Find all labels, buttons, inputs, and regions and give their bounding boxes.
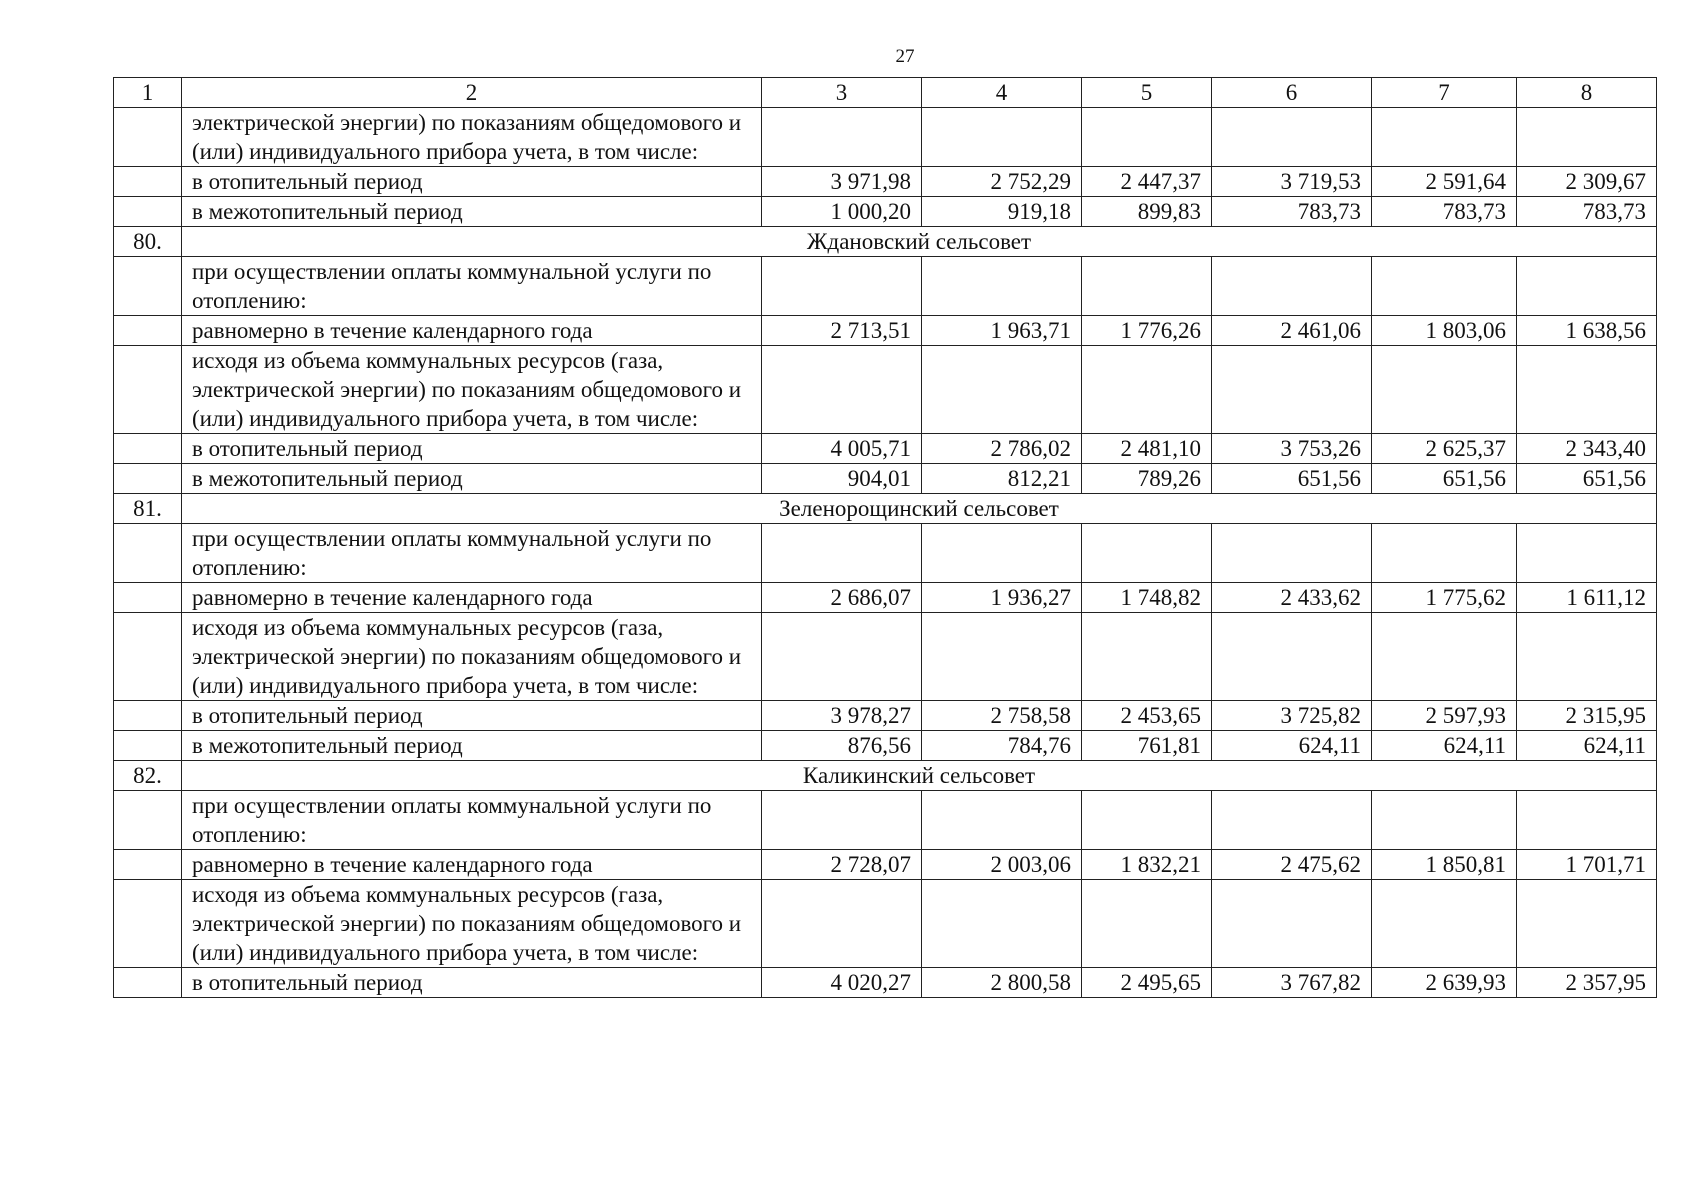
value-cell: 2 597,93 xyxy=(1372,701,1517,731)
value-cell: 2 639,93 xyxy=(1372,968,1517,998)
row-index xyxy=(114,108,182,167)
value-cell: 651,56 xyxy=(1212,464,1372,494)
value-cell: 2 357,95 xyxy=(1517,968,1657,998)
row-description: равномерно в течение календарного года xyxy=(182,583,762,613)
value-cell: 1 701,71 xyxy=(1517,850,1657,880)
row-index xyxy=(114,257,182,316)
value-cell: 2 800,58 xyxy=(922,968,1082,998)
value-cell xyxy=(1082,524,1212,583)
value-cell xyxy=(1517,524,1657,583)
table-row xyxy=(114,167,1657,197)
value-cell: 1 776,26 xyxy=(1082,316,1212,346)
value-cell: 3 978,27 xyxy=(762,701,922,731)
column-number: 1 xyxy=(114,78,182,108)
value-cell xyxy=(1372,346,1517,434)
value-cell xyxy=(1212,524,1372,583)
row-description: исходя из объема коммунальных ресурсов (газа, электрической энергии) по показаниям общедомового и (или) индивидуального прибора учета, в том числе: xyxy=(182,880,762,968)
value-cell: 783,73 xyxy=(1372,197,1517,227)
row-index xyxy=(114,731,182,761)
value-cell xyxy=(1212,108,1372,167)
value-cell xyxy=(922,257,1082,316)
column-number: 8 xyxy=(1517,78,1657,108)
value-cell: 4 020,27 xyxy=(762,968,922,998)
value-cell: 3 971,98 xyxy=(762,167,922,197)
value-cell: 2 495,65 xyxy=(1082,968,1212,998)
value-cell xyxy=(762,880,922,968)
table-body xyxy=(114,78,1657,998)
value-cell: 919,18 xyxy=(922,197,1082,227)
table-row xyxy=(114,464,1657,494)
value-cell: 2 713,51 xyxy=(762,316,922,346)
table-row xyxy=(114,524,1657,583)
value-cell xyxy=(922,613,1082,701)
row-description: в отопительный период xyxy=(182,167,762,197)
value-cell: 1 850,81 xyxy=(1372,850,1517,880)
value-cell: 761,81 xyxy=(1082,731,1212,761)
value-cell: 2 625,37 xyxy=(1372,434,1517,464)
value-cell: 624,11 xyxy=(1212,731,1372,761)
row-index xyxy=(114,316,182,346)
row-description: при осуществлении оплаты коммунальной услуги по отоплению: xyxy=(182,791,762,850)
table-row xyxy=(114,434,1657,464)
table-row xyxy=(114,613,1657,701)
value-cell xyxy=(922,108,1082,167)
value-cell xyxy=(762,613,922,701)
section-row xyxy=(114,761,1657,791)
value-cell xyxy=(1372,257,1517,316)
row-index xyxy=(114,850,182,880)
value-cell xyxy=(1082,613,1212,701)
value-cell xyxy=(1212,346,1372,434)
table-row xyxy=(114,583,1657,613)
value-cell: 3 753,26 xyxy=(1212,434,1372,464)
value-cell xyxy=(1372,880,1517,968)
value-cell: 784,76 xyxy=(922,731,1082,761)
value-cell: 1 775,62 xyxy=(1372,583,1517,613)
row-description: равномерно в течение календарного года xyxy=(182,316,762,346)
row-description: равномерно в течение календарного года xyxy=(182,850,762,880)
value-cell: 1 936,27 xyxy=(922,583,1082,613)
value-cell: 3 725,82 xyxy=(1212,701,1372,731)
value-cell xyxy=(762,108,922,167)
value-cell xyxy=(1517,791,1657,850)
row-description: в межотопительный период xyxy=(182,464,762,494)
value-cell: 651,56 xyxy=(1372,464,1517,494)
table-row xyxy=(114,791,1657,850)
value-cell: 2 003,06 xyxy=(922,850,1082,880)
value-cell xyxy=(1517,880,1657,968)
value-cell: 2 475,62 xyxy=(1212,850,1372,880)
value-cell xyxy=(1517,257,1657,316)
row-description: при осуществлении оплаты коммунальной услуги по отоплению: xyxy=(182,257,762,316)
row-index xyxy=(114,880,182,968)
value-cell: 2 343,40 xyxy=(1517,434,1657,464)
value-cell xyxy=(1517,108,1657,167)
table-row xyxy=(114,880,1657,968)
row-description: в межотопительный период xyxy=(182,731,762,761)
column-number: 6 xyxy=(1212,78,1372,108)
column-number: 4 xyxy=(922,78,1082,108)
value-cell: 2 447,37 xyxy=(1082,167,1212,197)
table-row xyxy=(114,257,1657,316)
row-index xyxy=(114,613,182,701)
table-row xyxy=(114,731,1657,761)
value-cell xyxy=(922,524,1082,583)
value-cell: 1 638,56 xyxy=(1517,316,1657,346)
section-row xyxy=(114,227,1657,257)
row-index xyxy=(114,968,182,998)
value-cell xyxy=(1212,613,1372,701)
row-index: 82. xyxy=(114,761,182,791)
value-cell xyxy=(1082,257,1212,316)
row-description: в межотопительный период xyxy=(182,197,762,227)
value-cell: 1 000,20 xyxy=(762,197,922,227)
table-row xyxy=(114,108,1657,167)
row-description: исходя из объема коммунальных ресурсов (газа, электрической энергии) по показаниям общедомового и (или) индивидуального прибора учета, в том числе: xyxy=(182,346,762,434)
table-row xyxy=(114,850,1657,880)
column-number-row xyxy=(114,78,1657,108)
row-index xyxy=(114,583,182,613)
page-number: 27 xyxy=(895,46,915,67)
value-cell: 1 748,82 xyxy=(1082,583,1212,613)
row-index xyxy=(114,701,182,731)
value-cell xyxy=(1082,108,1212,167)
value-cell xyxy=(762,346,922,434)
value-cell xyxy=(922,346,1082,434)
row-index xyxy=(114,197,182,227)
value-cell: 2 591,64 xyxy=(1372,167,1517,197)
value-cell: 2 461,06 xyxy=(1212,316,1372,346)
value-cell xyxy=(762,524,922,583)
value-cell xyxy=(1212,257,1372,316)
value-cell xyxy=(1082,791,1212,850)
table-row xyxy=(114,968,1657,998)
value-cell: 876,56 xyxy=(762,731,922,761)
tariff-table xyxy=(113,77,1657,998)
value-cell: 1 963,71 xyxy=(922,316,1082,346)
value-cell: 2 309,67 xyxy=(1517,167,1657,197)
column-number: 3 xyxy=(762,78,922,108)
value-cell: 2 481,10 xyxy=(1082,434,1212,464)
row-index xyxy=(114,434,182,464)
value-cell xyxy=(1517,613,1657,701)
value-cell: 1 611,12 xyxy=(1517,583,1657,613)
value-cell: 812,21 xyxy=(922,464,1082,494)
section-title: Ждановский сельсовет xyxy=(182,227,1657,257)
row-index xyxy=(114,791,182,850)
row-description: при осуществлении оплаты коммунальной услуги по отоплению: xyxy=(182,524,762,583)
value-cell xyxy=(762,791,922,850)
row-description: в отопительный период xyxy=(182,434,762,464)
value-cell xyxy=(1517,346,1657,434)
value-cell: 2 315,95 xyxy=(1517,701,1657,731)
section-title: Зеленорощинский сельсовет xyxy=(182,494,1657,524)
value-cell: 2 786,02 xyxy=(922,434,1082,464)
value-cell: 1 803,06 xyxy=(1372,316,1517,346)
row-description: в отопительный период xyxy=(182,701,762,731)
value-cell xyxy=(1372,524,1517,583)
value-cell xyxy=(922,791,1082,850)
table-row xyxy=(114,701,1657,731)
table-row xyxy=(114,346,1657,434)
row-index xyxy=(114,346,182,434)
row-index xyxy=(114,167,182,197)
value-cell xyxy=(1372,108,1517,167)
column-number: 5 xyxy=(1082,78,1212,108)
section-title: Каликинский сельсовет xyxy=(182,761,1657,791)
value-cell: 2 453,65 xyxy=(1082,701,1212,731)
value-cell: 789,26 xyxy=(1082,464,1212,494)
table-row xyxy=(114,316,1657,346)
table-row xyxy=(114,197,1657,227)
row-index: 81. xyxy=(114,494,182,524)
value-cell: 899,83 xyxy=(1082,197,1212,227)
value-cell: 783,73 xyxy=(1517,197,1657,227)
column-number: 7 xyxy=(1372,78,1517,108)
row-index: 80. xyxy=(114,227,182,257)
value-cell: 2 686,07 xyxy=(762,583,922,613)
value-cell xyxy=(1372,613,1517,701)
row-index xyxy=(114,464,182,494)
section-row xyxy=(114,494,1657,524)
value-cell xyxy=(1212,791,1372,850)
value-cell: 2 433,62 xyxy=(1212,583,1372,613)
row-description: исходя из объема коммунальных ресурсов (газа, электрической энергии) по показаниям общедомового и (или) индивидуального прибора учета, в том числе: xyxy=(182,613,762,701)
value-cell xyxy=(1372,791,1517,850)
row-description: электрической энергии) по показаниям общедомового и (или) индивидуального прибора учета, в том числе: xyxy=(182,108,762,167)
row-index xyxy=(114,524,182,583)
value-cell: 624,11 xyxy=(1372,731,1517,761)
value-cell: 3 767,82 xyxy=(1212,968,1372,998)
value-cell: 2 758,58 xyxy=(922,701,1082,731)
value-cell: 904,01 xyxy=(762,464,922,494)
value-cell: 2 752,29 xyxy=(922,167,1082,197)
value-cell xyxy=(762,257,922,316)
row-description: в отопительный период xyxy=(182,968,762,998)
value-cell xyxy=(1082,346,1212,434)
value-cell: 783,73 xyxy=(1212,197,1372,227)
value-cell: 1 832,21 xyxy=(1082,850,1212,880)
value-cell: 624,11 xyxy=(1517,731,1657,761)
value-cell: 651,56 xyxy=(1517,464,1657,494)
column-number: 2 xyxy=(182,78,762,108)
value-cell: 4 005,71 xyxy=(762,434,922,464)
value-cell xyxy=(922,880,1082,968)
value-cell xyxy=(1212,880,1372,968)
value-cell xyxy=(1082,880,1212,968)
value-cell: 3 719,53 xyxy=(1212,167,1372,197)
value-cell: 2 728,07 xyxy=(762,850,922,880)
